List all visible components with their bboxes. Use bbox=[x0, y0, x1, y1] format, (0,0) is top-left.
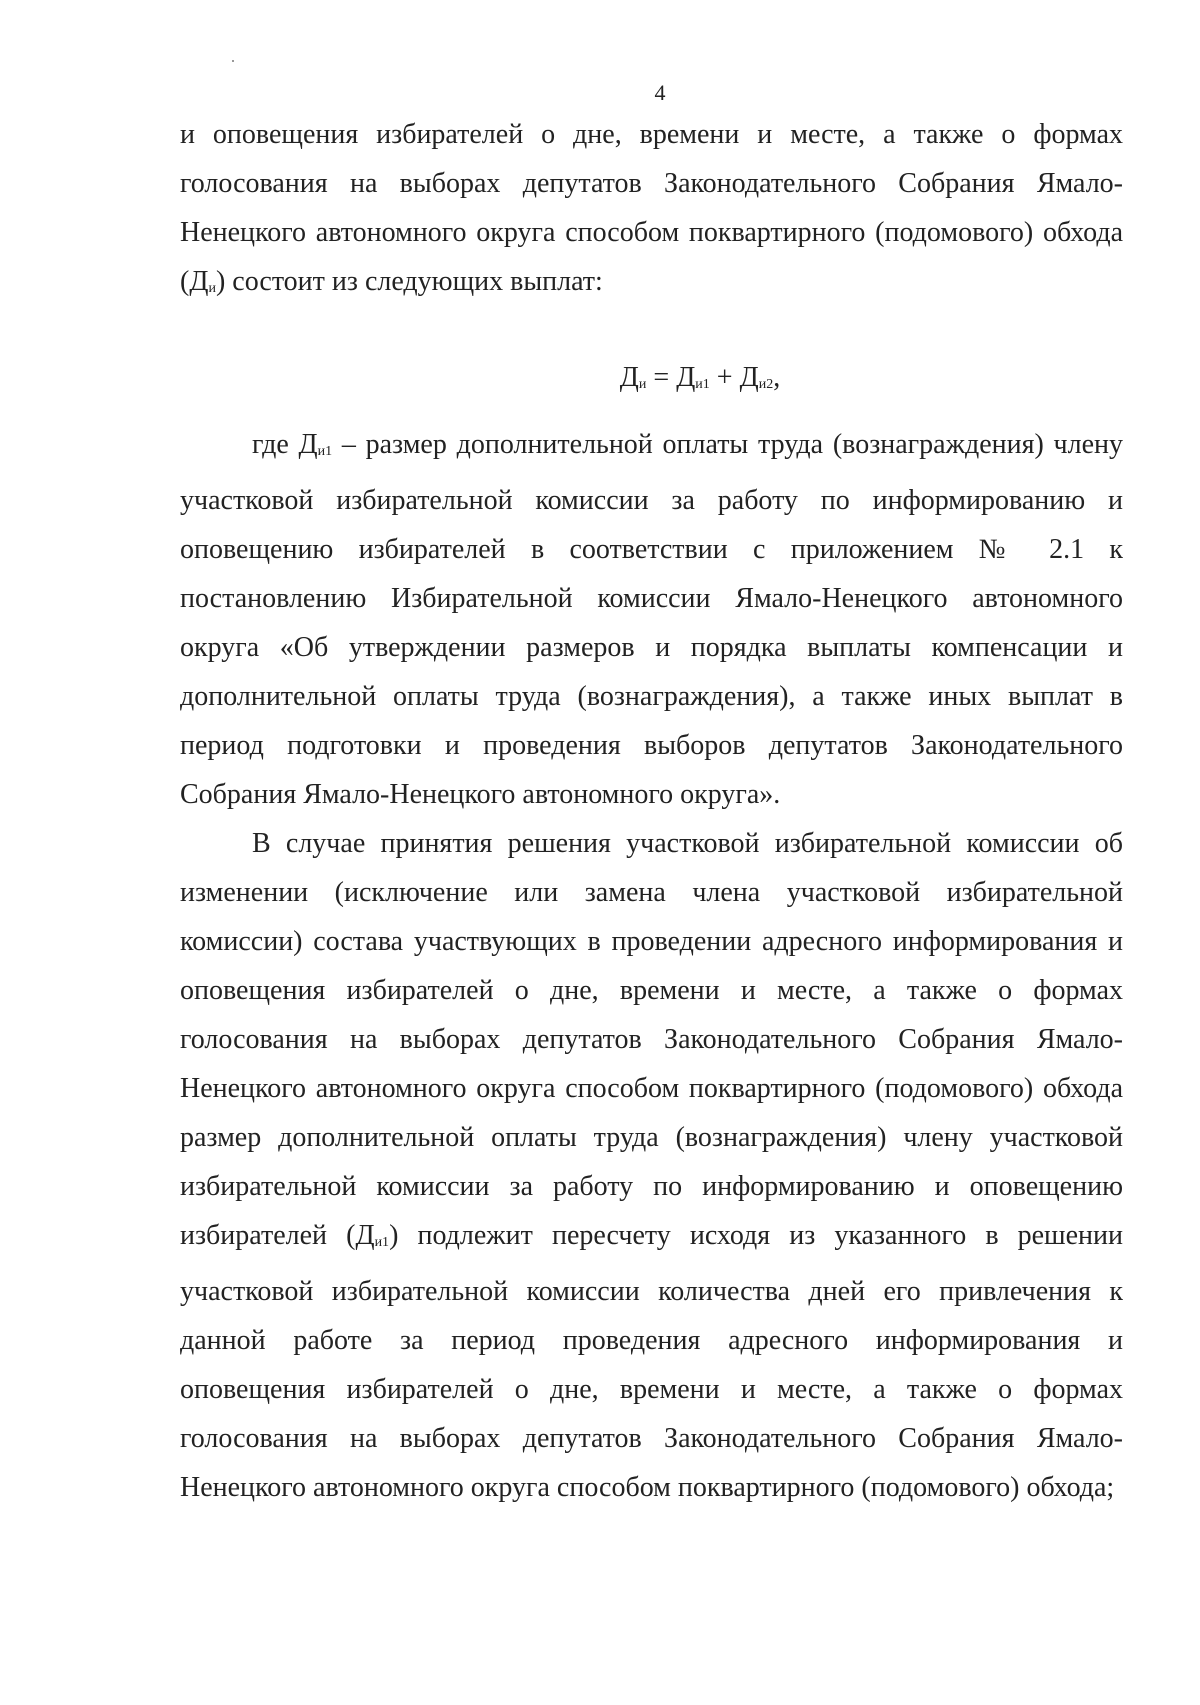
case-symbol-sub: и1 bbox=[374, 1235, 390, 1250]
where-lead: где bbox=[252, 429, 299, 460]
where-symbol: Д bbox=[298, 429, 318, 460]
formula-term2-sub: и2 bbox=[758, 377, 774, 392]
where-paragraph bbox=[180, 420, 1123, 819]
top-paragraph bbox=[180, 110, 1123, 313]
case-text: В случае принятия решения участковой избирательной комиссии об изменении (исключение или замена члена участковой избирательной комиссии) состава участвующих в проведении адресного информирования и оповещения избирателей о дне, времени и месте, а также о формах голосования на выборах депутатов Законодательного Собрания Ямало-Ненецкого автономного округа способом поквартирного (подомового) обхода размер дополнительной оплаты труда (вознаграждения) члену участковой избирательной комиссии за работу по информированию и оповещению избирателей ( bbox=[180, 828, 1123, 1251]
formula-term1: Д bbox=[676, 362, 696, 393]
case-text-tail: ) подлежит пересчету исходя из указанного в решении участковой избирательной комиссии количества дней его привлечения к данной работе за период проведения адресного информирования и оповещения избирателей о дне, времени и месте, а также о формах голосования на выборах депутатов Законодательного Собрания Ямало-Ненецкого автономного округа способом поквартирного (подомового) обхода; bbox=[180, 1220, 1123, 1503]
scan-speck bbox=[232, 60, 234, 62]
formula-term2: Д bbox=[739, 362, 759, 393]
top-paragraph-text: и оповещения избирателей о дне, времени и месте, а также о формах голосования на выборах депутатов Законодательного Собрания Ямало-Ненецкого автономного округа способом поквартирного (подомового) обхода ( bbox=[180, 119, 1123, 297]
page-number: 4 bbox=[654, 80, 666, 105]
formula-plus: + bbox=[709, 362, 740, 393]
case-symbol: Д bbox=[355, 1220, 375, 1251]
where-text: – размер дополнительной оплаты труда (вознаграждения) члену участковой избирательной комиссии за работу по информированию и оповещению избирателей в соответствии с приложением № 2.1 к постановлению Избирательной комиссии Ямало-Ненецкого автономного округа «Об утверждении размеров и порядка выплаты компенсации и дополнительной оплаты труда (вознаграждения), а также иных выплат в период подготовки и проведения выборов депутатов Законодательного Собрания Ямало-Ненецкого автономного округа». bbox=[180, 429, 1124, 810]
symbol-d: Д bbox=[189, 266, 209, 297]
top-paragraph-block bbox=[180, 110, 1123, 313]
formula bbox=[0, 362, 1200, 394]
body-block bbox=[180, 420, 1123, 1512]
formula-lhs-sub: и bbox=[638, 377, 647, 392]
formula-term1-sub: и1 bbox=[695, 377, 710, 392]
formula-lhs: Д bbox=[619, 362, 639, 393]
top-paragraph-tail: ) состоит из следующих выплат: bbox=[215, 266, 603, 297]
where-symbol-sub: и1 bbox=[317, 444, 333, 459]
formula-equals: = bbox=[646, 362, 677, 393]
formula-end: , bbox=[773, 362, 781, 393]
symbol-subscript: и bbox=[208, 281, 216, 296]
case-paragraph bbox=[180, 819, 1123, 1512]
